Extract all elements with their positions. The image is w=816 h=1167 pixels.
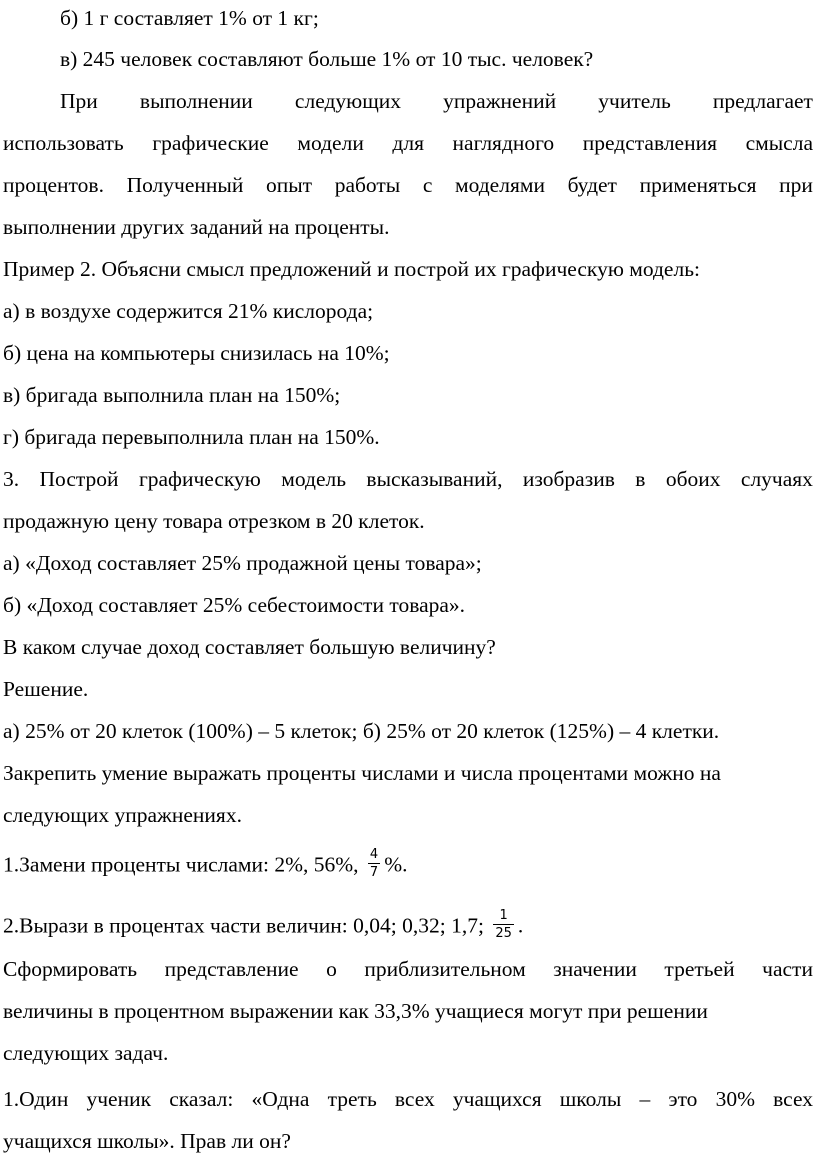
word: Полученный [126, 173, 244, 197]
text-line: следующих упражнениях. [3, 803, 242, 827]
text-line: продажную цену товара отрезком в 20 клеток. [3, 509, 425, 533]
example-heading: Пример 2. Объясни смысл предложений и построй их графическую модель: [3, 257, 700, 281]
word: модель [281, 467, 347, 491]
question-line: В каком случае доход составляет большую величину? [3, 635, 496, 659]
word: 3. [3, 467, 20, 491]
word: изобразив [522, 467, 615, 491]
exercise-suffix: . [517, 913, 524, 938]
exercise-line [3, 847, 408, 882]
word: Построй [39, 467, 119, 491]
word: с [422, 173, 433, 197]
paragraph-line-justified [3, 1089, 813, 1111]
paragraph-line-justified [3, 133, 813, 155]
fraction-numerator: 4 [369, 847, 379, 862]
word: работы [334, 173, 401, 197]
word: всех [773, 1087, 813, 1111]
text-line: учащихся школы». Прав ли он? [3, 1129, 291, 1153]
solution-line: а) 25% от 20 клеток (100%) – 5 клеток; б) 25% от 20 клеток (125%) – 4 клетки. [3, 719, 720, 743]
paragraph-line-justified [3, 91, 813, 113]
word: учащихся [452, 1087, 542, 1111]
fraction-numerator: 1 [499, 908, 508, 923]
word: наглядного [452, 131, 555, 155]
fraction-denominator: 7 [369, 865, 379, 880]
word: применяться [639, 173, 757, 197]
word: графические [152, 131, 269, 155]
text-line: следующих задач. [3, 1041, 169, 1065]
paragraph-line-justified [3, 959, 813, 981]
list-item: г) бригада перевыполнила план на 150%. [3, 425, 380, 449]
word: при [779, 173, 813, 197]
solution-heading: Решение. [3, 677, 89, 701]
word: выполнении [139, 89, 253, 113]
word: 30% [715, 1087, 755, 1111]
word: модели [297, 131, 364, 155]
word: это [668, 1087, 698, 1111]
list-item: в) бригада выполнила план на 150%; [3, 383, 341, 407]
word: сказал: [169, 1087, 234, 1111]
paragraph-line-justified [3, 469, 813, 491]
list-item: а) в воздухе содержится 21% кислорода; [3, 299, 374, 323]
word: всех [394, 1087, 435, 1111]
paragraph-line-justified [3, 175, 813, 197]
list-item: б) цена на компьютеры снизилась на 10%; [3, 341, 390, 365]
text-line: Закрепить умение выражать проценты числами и числа процентами можно на [3, 761, 721, 785]
word: предлагает [712, 89, 813, 113]
word: 1.Один [3, 1087, 69, 1111]
word: треть [327, 1087, 377, 1111]
word: обоих [665, 467, 721, 491]
word: графическую [138, 467, 261, 491]
word: представление [164, 957, 299, 981]
exercise-text: 2.Вырази в процентах части величин: 0,04; 0,32; 1,7; [3, 913, 484, 938]
exercise-line [3, 908, 524, 943]
word: использовать [3, 131, 124, 155]
word: – [639, 1087, 651, 1111]
word: высказываний, [366, 467, 503, 491]
word: При [60, 89, 98, 113]
list-item: б) «Доход составляет 25% себестоимости товара». [3, 593, 466, 617]
exercise-text: 1.Замени проценты числами: 2%, 56%, [3, 852, 359, 877]
text-line: б) 1 г составляет 1% от 1 кг; [60, 6, 319, 30]
word: «Одна [251, 1087, 310, 1111]
word: части [762, 957, 813, 981]
list-item: а) «Доход составляет 25% продажной цены товара»; [3, 551, 482, 575]
word: школы [559, 1087, 622, 1111]
word: третьей [664, 957, 735, 981]
word: в [635, 467, 646, 491]
word: упражнений [443, 89, 557, 113]
word: приблизительном [364, 957, 526, 981]
word: ученик [86, 1087, 152, 1111]
word: моделями [455, 173, 545, 197]
word: представления [582, 131, 717, 155]
word: о [326, 957, 337, 981]
fraction-denominator: 25 [495, 926, 512, 941]
word: опыт [265, 173, 313, 197]
fraction [368, 848, 380, 879]
text-line: выполнении других заданий на проценты. [3, 215, 390, 239]
text-line: величины в процентном выражении как 33,3% учащиеся могут при решении [3, 999, 708, 1023]
word: значении [553, 957, 637, 981]
text-line: в) 245 человек составляют больше 1% от 10 тыс. человек? [60, 47, 594, 71]
word: следующих [294, 89, 402, 113]
word: учитель [598, 89, 671, 113]
word: смысла [745, 131, 813, 155]
word: будет [567, 173, 617, 197]
word: случаях [740, 467, 813, 491]
word: процентов. [3, 173, 104, 197]
exercise-suffix: %. [384, 852, 408, 877]
word: для [392, 131, 424, 155]
fraction [493, 909, 514, 940]
word: Сформировать [3, 957, 138, 981]
